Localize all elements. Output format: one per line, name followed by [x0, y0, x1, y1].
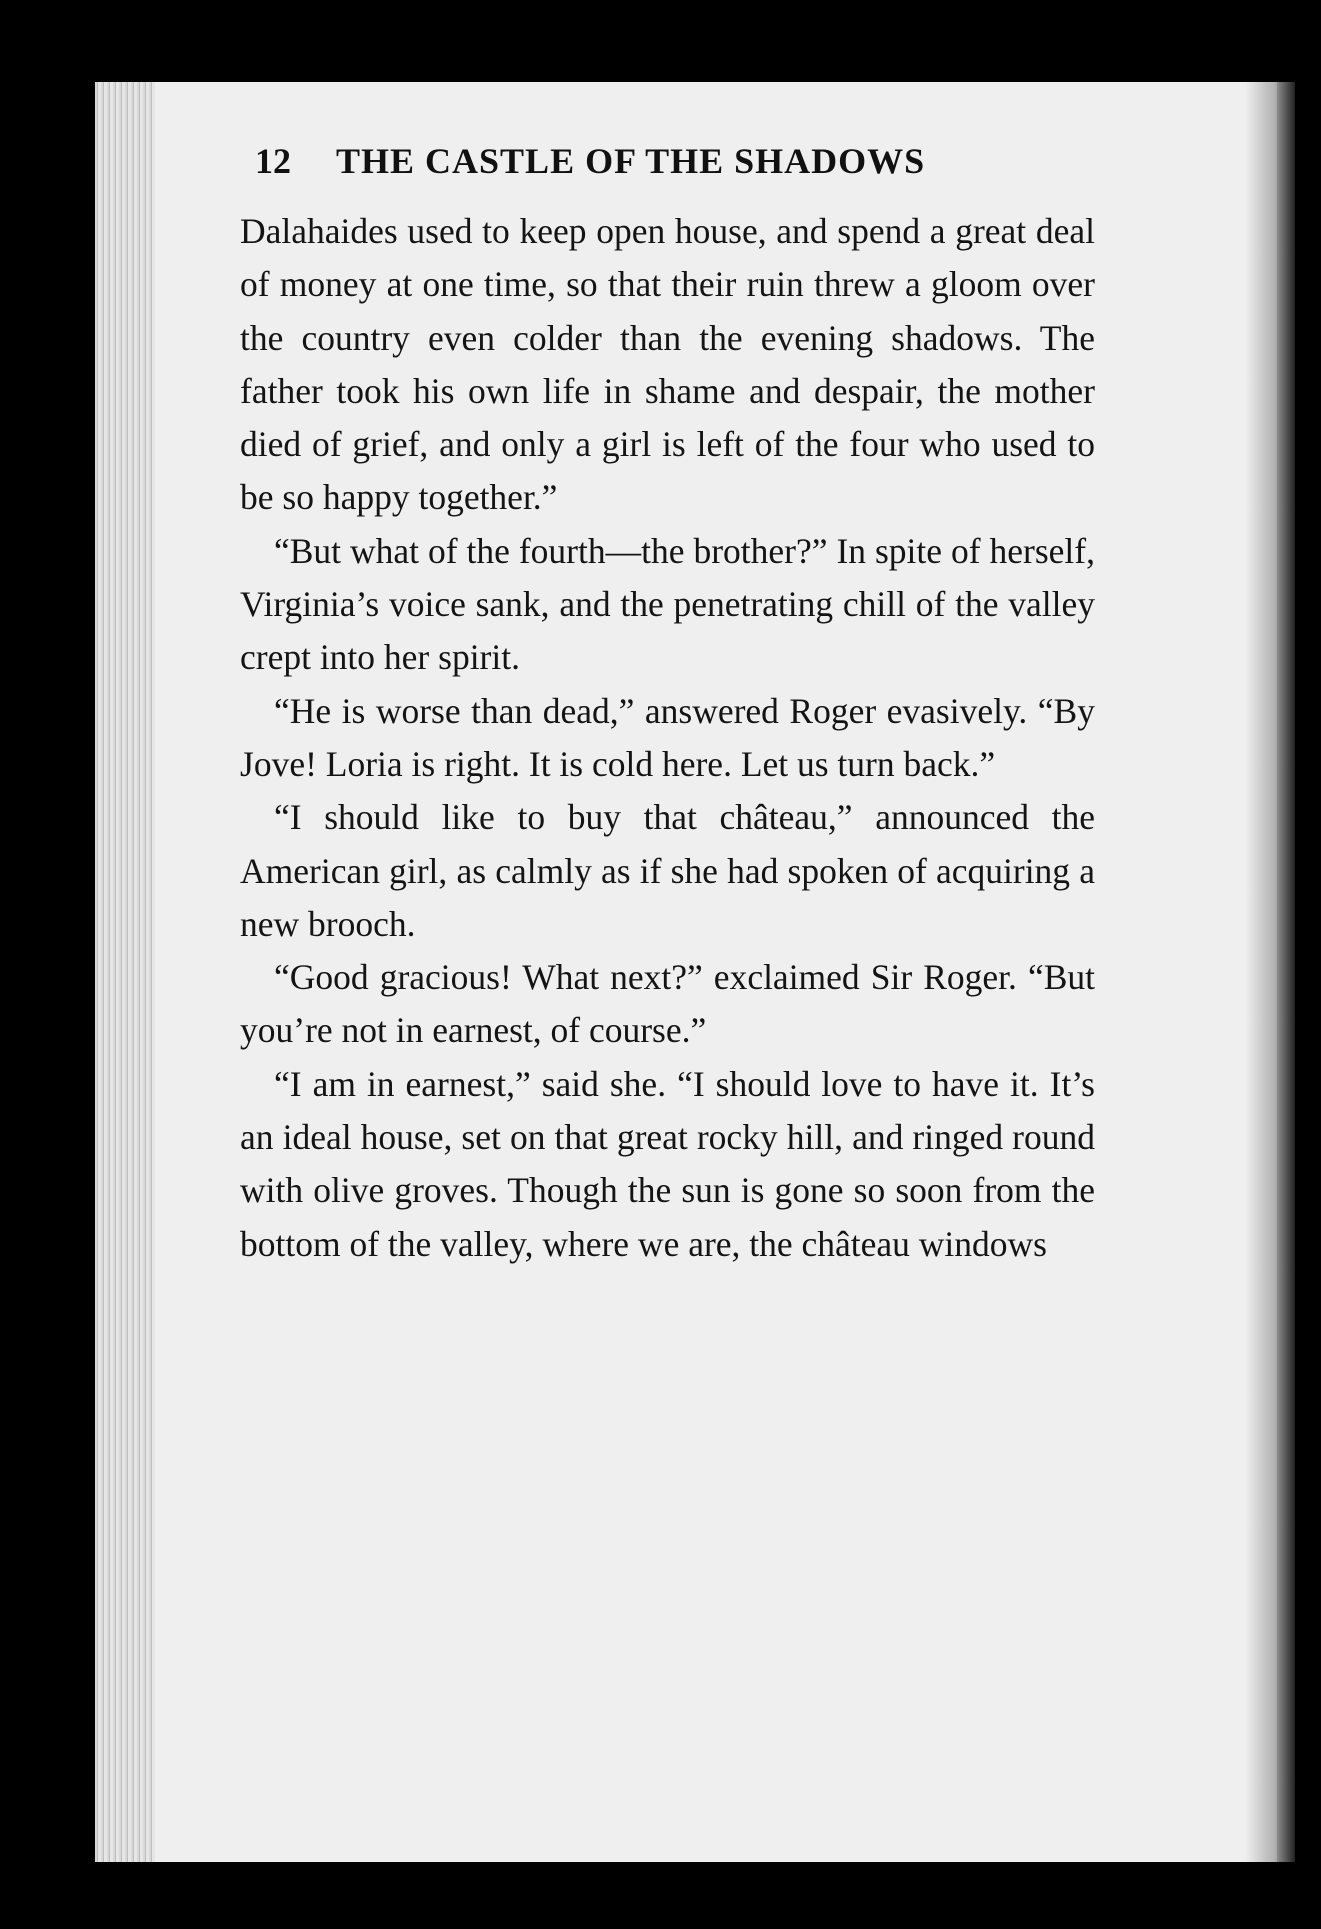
- paragraph: “I am in earnest,” said she. “I should love to have it. It’s an ideal house, set on that great rocky hill, and ringed round with olive groves. Though the sun is gone so soon from the bottom of the valley, where we are, the château windows: [240, 1063, 1095, 1264]
- body-text: [240, 205, 1095, 1271]
- running-head: [255, 140, 1105, 182]
- paragraph: “He is worse than dead,” answered Roger evasively. “By Jove! Loria is right. It is cold here. Let us turn back.”: [240, 690, 1095, 784]
- page-number: 12: [255, 141, 291, 181]
- paragraph: Dalahaides used to keep open house, and spend a great deal of money at one time, so that their ruin threw a gloom over the country even colder than the evening shadows. The father took his own life in shame and despair, the mother died of grief, and only a girl is left of the four who used to be so happy together.”: [240, 211, 1095, 518]
- paragraph: “Good gracious! What next?” exclaimed Sir Roger. “But you’re not in earnest, of course.”: [240, 957, 1095, 1051]
- paragraph: “I should like to buy that château,” announced the American girl, as calmly as if she had spoken of acquiring a new brooch.: [240, 797, 1095, 944]
- binding-shadow: [1245, 82, 1295, 1862]
- page-edges: [95, 82, 155, 1862]
- running-title: THE CASTLE OF THE SHADOWS: [336, 141, 926, 181]
- paragraph: “But what of the fourth—the brother?” In spite of herself, Virginia’s voice sank, and the penetrating chill of the valley crept into her spirit.: [240, 530, 1095, 678]
